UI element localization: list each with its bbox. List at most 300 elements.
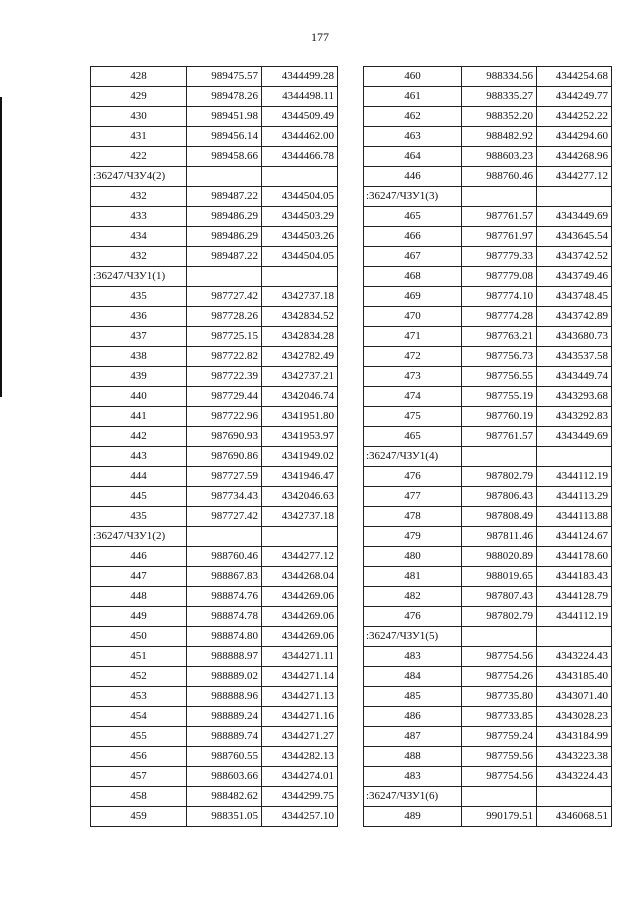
x-coordinate-cell: 988351.05 [187,807,262,827]
point-id-cell: :36247/ЧЗУ1(1) [91,267,187,287]
point-id-cell: 442 [91,427,187,447]
point-id-cell: 441 [91,407,187,427]
point-id-cell: 454 [91,707,187,727]
x-coordinate-cell: 989487.22 [187,247,262,267]
y-coordinate-cell: 4344271.13 [262,687,338,707]
point-id-cell: 451 [91,647,187,667]
x-coordinate-cell: 989478.26 [187,87,262,107]
y-coordinate-cell: 4343292.83 [537,407,612,427]
table-row [364,287,612,307]
y-coordinate-cell: 4344277.12 [537,167,612,187]
table-row [91,267,338,287]
y-coordinate-cell: 4343449.69 [537,207,612,227]
x-coordinate-cell: 988334.56 [462,67,537,87]
y-coordinate-cell: 4344274.01 [262,767,338,787]
y-coordinate-cell: 4344503.29 [262,207,338,227]
y-coordinate-cell: 4344269.06 [262,587,338,607]
x-coordinate-cell: 988760.46 [462,167,537,187]
y-coordinate-cell: 4343028.23 [537,707,612,727]
point-id-cell: 452 [91,667,187,687]
x-coordinate-cell: 988874.76 [187,587,262,607]
coordinates-table-left [90,66,338,827]
y-coordinate-cell: 4344271.16 [262,707,338,727]
y-coordinate-cell: 4344183.43 [537,567,612,587]
table-row [364,447,612,467]
table-row [364,747,612,767]
point-id-cell: 477 [364,487,462,507]
table-row [364,807,612,827]
x-coordinate-cell: 988867.83 [187,567,262,587]
x-coordinate-cell: 987763.21 [462,327,537,347]
y-coordinate-cell: 4342834.28 [262,327,338,347]
x-coordinate-cell: 987754.56 [462,647,537,667]
point-id-cell: :36247/ЧЗУ1(3) [364,187,462,207]
x-coordinate-cell: 988335.27 [462,87,537,107]
y-coordinate-cell [537,787,612,807]
point-id-cell: 436 [91,307,187,327]
table-row [91,627,338,647]
table-row [364,247,612,267]
x-coordinate-cell: 987722.82 [187,347,262,367]
x-coordinate-cell: 987759.56 [462,747,537,767]
y-coordinate-cell: 4343449.74 [537,367,612,387]
y-coordinate-cell: 4342046.74 [262,387,338,407]
point-id-cell: 460 [364,67,462,87]
point-id-cell: 480 [364,547,462,567]
point-id-cell: 484 [364,667,462,687]
x-coordinate-cell: 988482.92 [462,127,537,147]
point-id-cell: 482 [364,587,462,607]
table-row [91,167,338,187]
table-row [91,587,338,607]
x-coordinate-cell [462,627,537,647]
point-id-cell: 485 [364,687,462,707]
y-coordinate-cell: 4344252.22 [537,107,612,127]
x-coordinate-cell [187,267,262,287]
x-coordinate-cell: 988874.78 [187,607,262,627]
x-coordinate-cell: 987761.57 [462,427,537,447]
point-id-cell: 470 [364,307,462,327]
point-id-cell: 437 [91,327,187,347]
point-id-cell: 444 [91,467,187,487]
margin-bar [0,97,2,397]
x-coordinate-cell: 987733.85 [462,707,537,727]
table-row [364,727,612,747]
table-row [91,107,338,127]
y-coordinate-cell: 4343071.40 [537,687,612,707]
y-coordinate-cell: 4344499.28 [262,67,338,87]
table-row [91,67,338,87]
x-coordinate-cell: 987755.19 [462,387,537,407]
y-coordinate-cell [262,267,338,287]
point-id-cell: 432 [91,247,187,267]
point-id-cell: 445 [91,487,187,507]
table-row [364,267,612,287]
x-coordinate-cell: 988760.55 [187,747,262,767]
x-coordinate-cell: 989458.66 [187,147,262,167]
x-coordinate-cell: 988482.62 [187,787,262,807]
x-coordinate-cell: 987802.79 [462,467,537,487]
point-id-cell: 474 [364,387,462,407]
x-coordinate-cell [462,787,537,807]
y-coordinate-cell: 4343223.38 [537,747,612,767]
x-coordinate-cell: 987761.57 [462,207,537,227]
y-coordinate-cell: 4341946.47 [262,467,338,487]
x-coordinate-cell: 987728.26 [187,307,262,327]
table-row [364,487,612,507]
x-coordinate-cell [462,187,537,207]
table-row [91,367,338,387]
y-coordinate-cell: 4344504.05 [262,187,338,207]
table-row [91,487,338,507]
x-coordinate-cell: 987690.86 [187,447,262,467]
point-id-cell: 449 [91,607,187,627]
table-row [364,387,612,407]
x-coordinate-cell: 987756.73 [462,347,537,367]
table-row [91,727,338,747]
point-id-cell: 455 [91,727,187,747]
table-row [364,607,612,627]
x-coordinate-cell: 987729.44 [187,387,262,407]
x-coordinate-cell: 988760.46 [187,547,262,567]
x-coordinate-cell: 987779.08 [462,267,537,287]
x-coordinate-cell: 987725.15 [187,327,262,347]
table-row [91,347,338,367]
y-coordinate-cell: 4344466.78 [262,147,338,167]
table-row [364,547,612,567]
table-row [364,147,612,167]
y-coordinate-cell: 4343742.89 [537,307,612,327]
point-id-cell: 463 [364,127,462,147]
x-coordinate-cell: 987760.19 [462,407,537,427]
point-id-cell: :36247/ЧЗУ1(2) [91,527,187,547]
y-coordinate-cell: 4343748.45 [537,287,612,307]
table-row [364,107,612,127]
x-coordinate-cell: 988020.89 [462,547,537,567]
table-row [364,407,612,427]
y-coordinate-cell: 4344277.12 [262,547,338,567]
x-coordinate-cell: 987808.49 [462,507,537,527]
table-row [91,87,338,107]
table-row [91,147,338,167]
y-coordinate-cell: 4344113.88 [537,507,612,527]
y-coordinate-cell: 4343749.46 [537,267,612,287]
y-coordinate-cell: 4344112.19 [537,607,612,627]
y-coordinate-cell: 4343184.99 [537,727,612,747]
point-id-cell: 429 [91,87,187,107]
x-coordinate-cell: 987690.93 [187,427,262,447]
point-id-cell: 469 [364,287,462,307]
point-id-cell: :36247/ЧЗУ1(4) [364,447,462,467]
x-coordinate-cell: 987754.56 [462,767,537,787]
table-row [91,307,338,327]
y-coordinate-cell: 4343742.52 [537,247,612,267]
table-row [91,427,338,447]
x-coordinate-cell: 988874.80 [187,627,262,647]
y-coordinate-cell: 4341951.80 [262,407,338,427]
x-coordinate-cell [187,167,262,187]
x-coordinate-cell: 989451.98 [187,107,262,127]
y-coordinate-cell: 4344299.75 [262,787,338,807]
point-id-cell: 447 [91,567,187,587]
point-id-cell: 461 [364,87,462,107]
point-id-cell: 446 [364,167,462,187]
y-coordinate-cell: 4344113.29 [537,487,612,507]
y-coordinate-cell [537,627,612,647]
x-coordinate-cell: 987734.43 [187,487,262,507]
y-coordinate-cell: 4344503.26 [262,227,338,247]
x-coordinate-cell: 987774.28 [462,307,537,327]
table-row [364,647,612,667]
y-coordinate-cell: 4342737.21 [262,367,338,387]
table-row [364,767,612,787]
table-row [91,207,338,227]
point-id-cell: 434 [91,227,187,247]
table-row [91,507,338,527]
table-row [364,587,612,607]
point-id-cell: 428 [91,67,187,87]
x-coordinate-cell: 988889.74 [187,727,262,747]
x-coordinate-cell: 987774.10 [462,287,537,307]
y-coordinate-cell: 4344271.11 [262,647,338,667]
point-id-cell: 486 [364,707,462,727]
point-id-cell: 430 [91,107,187,127]
point-id-cell: 435 [91,507,187,527]
table-row [364,567,612,587]
point-id-cell: 465 [364,427,462,447]
x-coordinate-cell: 987727.42 [187,287,262,307]
point-id-cell: 471 [364,327,462,347]
point-id-cell: 475 [364,407,462,427]
table-row [91,807,338,827]
point-id-cell: 453 [91,687,187,707]
y-coordinate-cell [537,187,612,207]
point-id-cell: 465 [364,207,462,227]
point-id-cell: 487 [364,727,462,747]
table-row [91,647,338,667]
point-id-cell: 431 [91,127,187,147]
y-coordinate-cell: 4344128.79 [537,587,612,607]
table-row [91,567,338,587]
y-coordinate-cell: 4343537.58 [537,347,612,367]
x-coordinate-cell: 988603.66 [187,767,262,787]
x-coordinate-cell: 987722.96 [187,407,262,427]
y-coordinate-cell: 4344504.05 [262,247,338,267]
table-row [364,307,612,327]
table-row [91,527,338,547]
y-coordinate-cell: 4343224.43 [537,767,612,787]
x-coordinate-cell: 988889.24 [187,707,262,727]
x-coordinate-cell: 987722.39 [187,367,262,387]
point-id-cell: 464 [364,147,462,167]
table-row [364,67,612,87]
x-coordinate-cell: 989475.57 [187,67,262,87]
y-coordinate-cell: 4344249.77 [537,87,612,107]
point-id-cell: 478 [364,507,462,527]
x-coordinate-cell: 987756.55 [462,367,537,387]
point-id-cell: 422 [91,147,187,167]
y-coordinate-cell: 4343185.40 [537,667,612,687]
y-coordinate-cell: 4344254.68 [537,67,612,87]
y-coordinate-cell: 4342737.18 [262,507,338,527]
table-row [364,527,612,547]
y-coordinate-cell: 4344257.10 [262,807,338,827]
y-coordinate-cell: 4344268.96 [537,147,612,167]
table-row [91,607,338,627]
point-id-cell: 448 [91,587,187,607]
table-row [91,387,338,407]
x-coordinate-cell: 987759.24 [462,727,537,747]
point-id-cell: 443 [91,447,187,467]
point-id-cell: 446 [91,547,187,567]
point-id-cell: 481 [364,567,462,587]
point-id-cell: 483 [364,767,462,787]
x-coordinate-cell: 987802.79 [462,607,537,627]
x-coordinate-cell: 987761.97 [462,227,537,247]
point-id-cell: 476 [364,607,462,627]
table-row [91,327,338,347]
point-id-cell: 438 [91,347,187,367]
point-id-cell: 440 [91,387,187,407]
table-row [364,787,612,807]
y-coordinate-cell [537,447,612,467]
x-coordinate-cell [187,527,262,547]
y-coordinate-cell: 4344498.11 [262,87,338,107]
table-row [364,87,612,107]
page-number: 177 [311,30,329,44]
point-id-cell: 432 [91,187,187,207]
point-id-cell: 476 [364,467,462,487]
y-coordinate-cell: 4343224.43 [537,647,612,667]
table-row [91,287,338,307]
point-id-cell: 488 [364,747,462,767]
table-row [91,767,338,787]
y-coordinate-cell: 4343645.54 [537,227,612,247]
x-coordinate-cell: 987754.26 [462,667,537,687]
table-row [364,687,612,707]
table-row [91,247,338,267]
y-coordinate-cell: 4342737.18 [262,287,338,307]
y-coordinate-cell: 4342782.49 [262,347,338,367]
point-id-cell: 439 [91,367,187,387]
x-coordinate-cell: 989456.14 [187,127,262,147]
x-coordinate-cell: 989487.22 [187,187,262,207]
table-row [364,467,612,487]
x-coordinate-cell: 987735.80 [462,687,537,707]
table-row [91,747,338,767]
table-row [91,707,338,727]
table-row [91,187,338,207]
x-coordinate-cell: 988889.02 [187,667,262,687]
y-coordinate-cell: 4341949.02 [262,447,338,467]
table-row [91,467,338,487]
table-row [364,167,612,187]
y-coordinate-cell: 4344124.67 [537,527,612,547]
x-coordinate-cell: 988888.97 [187,647,262,667]
y-coordinate-cell: 4344268.04 [262,567,338,587]
point-id-cell: 466 [364,227,462,247]
table-row [364,187,612,207]
x-coordinate-cell: 990179.51 [462,807,537,827]
table-row [91,547,338,567]
point-id-cell: 456 [91,747,187,767]
table-row [91,687,338,707]
point-id-cell: :36247/ЧЗУ4(2) [91,167,187,187]
table-row [91,787,338,807]
x-coordinate-cell: 987806.43 [462,487,537,507]
y-coordinate-cell [262,167,338,187]
y-coordinate-cell: 4344269.06 [262,607,338,627]
y-coordinate-cell [262,527,338,547]
table-row [364,667,612,687]
y-coordinate-cell: 4344282.13 [262,747,338,767]
y-coordinate-cell: 4343680.73 [537,327,612,347]
x-coordinate-cell: 987807.43 [462,587,537,607]
table-row [364,127,612,147]
y-coordinate-cell: 4344271.27 [262,727,338,747]
table-row [364,367,612,387]
y-coordinate-cell: 4344178.60 [537,547,612,567]
point-id-cell: 433 [91,207,187,227]
x-coordinate-cell: 987779.33 [462,247,537,267]
point-id-cell: :36247/ЧЗУ1(5) [364,627,462,647]
point-id-cell: :36247/ЧЗУ1(6) [364,787,462,807]
x-coordinate-cell: 988888.96 [187,687,262,707]
table-row [91,227,338,247]
point-id-cell: 459 [91,807,187,827]
y-coordinate-cell: 4343449.69 [537,427,612,447]
y-coordinate-cell: 4344462.00 [262,127,338,147]
table-row [364,627,612,647]
y-coordinate-cell: 4344509.49 [262,107,338,127]
table-row [364,427,612,447]
y-coordinate-cell: 4342834.52 [262,307,338,327]
y-coordinate-cell: 4342046.63 [262,487,338,507]
x-coordinate-cell [462,447,537,467]
y-coordinate-cell: 4344269.06 [262,627,338,647]
point-id-cell: 472 [364,347,462,367]
table-row [364,347,612,367]
table-row [364,707,612,727]
table-row [364,227,612,247]
point-id-cell: 457 [91,767,187,787]
y-coordinate-cell: 4344271.14 [262,667,338,687]
x-coordinate-cell: 989486.29 [187,207,262,227]
point-id-cell: 489 [364,807,462,827]
table-row [364,507,612,527]
coordinates-table-right [363,66,612,827]
y-coordinate-cell: 4346068.51 [537,807,612,827]
x-coordinate-cell: 987727.42 [187,507,262,527]
table-row [91,127,338,147]
x-coordinate-cell: 988603.23 [462,147,537,167]
table-row [91,407,338,427]
point-id-cell: 462 [364,107,462,127]
point-id-cell: 479 [364,527,462,547]
table-row [91,667,338,687]
point-id-cell: 473 [364,367,462,387]
x-coordinate-cell: 987811.46 [462,527,537,547]
x-coordinate-cell: 988019.65 [462,567,537,587]
point-id-cell: 435 [91,287,187,307]
table-row [364,207,612,227]
point-id-cell: 483 [364,647,462,667]
point-id-cell: 450 [91,627,187,647]
point-id-cell: 467 [364,247,462,267]
x-coordinate-cell: 989486.29 [187,227,262,247]
point-id-cell: 458 [91,787,187,807]
x-coordinate-cell: 988352.20 [462,107,537,127]
